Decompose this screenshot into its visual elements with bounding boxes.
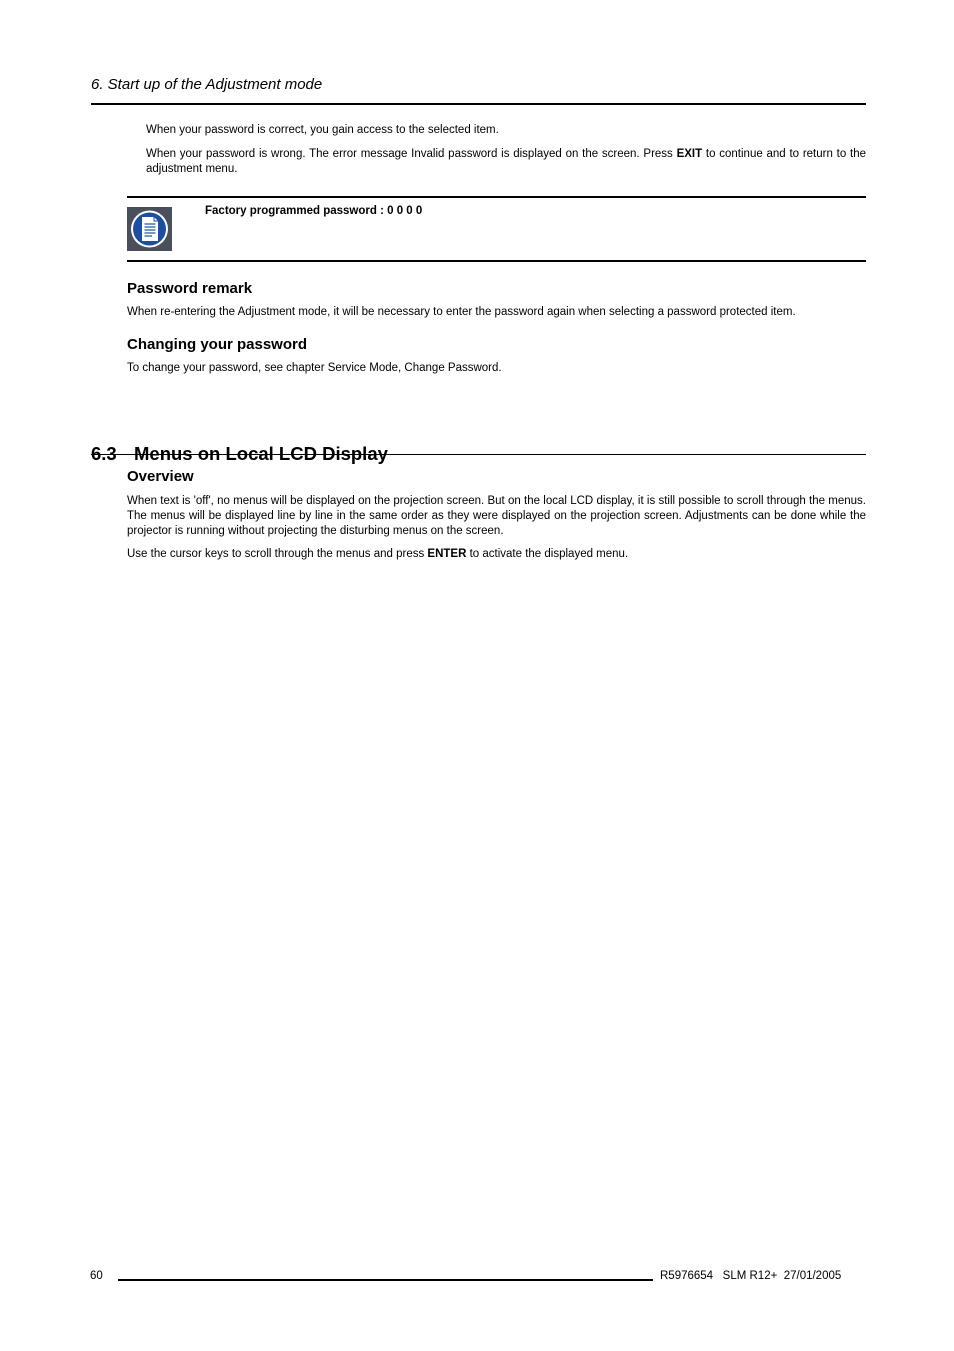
key-exit: EXIT <box>676 148 703 160</box>
overview-paragraph: When text is 'off', no menus will be displayed on the projection screen. But on the local LCD display, it is still possible to scroll through the menus. The menus will be displayed line by line in the same order as they were displayed on the projection screen. Adjustments can be done while the projector is running without projecting the disturbing menus on the screen. <box>127 495 866 537</box>
section-number: 6.3 <box>91 443 117 465</box>
note-text: Factory programmed password : 0 0 0 0 <box>205 205 423 217</box>
password-remark-heading: Password remark <box>127 280 253 297</box>
running-header: 6. Start up of the Adjustment mode <box>91 76 323 93</box>
changing-password-heading: Changing your password <box>127 336 308 353</box>
paragraph-text: to activate the displayed menu. <box>466 548 629 560</box>
key-enter: ENTER <box>427 548 467 560</box>
paragraph-text: to continue and to return to the adjustment menu. <box>146 148 866 175</box>
paragraph-text: When your password is wrong. The error message Invalid password is displayed on the screen. Press <box>146 148 677 160</box>
note-top-rule <box>127 196 866 198</box>
note-bottom-rule <box>127 260 866 262</box>
note-document-icon <box>127 207 172 251</box>
document-reference: R5976654 SLM R12+ 27/01/2005 <box>660 1270 842 1282</box>
footer-rule <box>118 1279 653 1281</box>
overview-cursor-paragraph <box>127 547 866 562</box>
overview-heading: Overview <box>127 468 194 485</box>
changing-password-text: To change your password, see chapter Service Mode, Change Password. <box>127 362 502 374</box>
page-number: 60 <box>90 1270 103 1282</box>
section-rule <box>91 454 866 455</box>
paragraph-password-correct: When your password is correct, you gain access to the selected item. <box>146 124 499 136</box>
section-title: Menus on Local LCD Display <box>134 443 388 465</box>
paragraph-text: Use the cursor keys to scroll through the menus and press <box>127 548 428 560</box>
password-remark-text: When re-entering the Adjustment mode, it will be necessary to enter the password again when selecting a password protected item. <box>127 306 796 318</box>
paragraph-password-wrong <box>146 147 866 177</box>
header-rule <box>91 103 866 105</box>
